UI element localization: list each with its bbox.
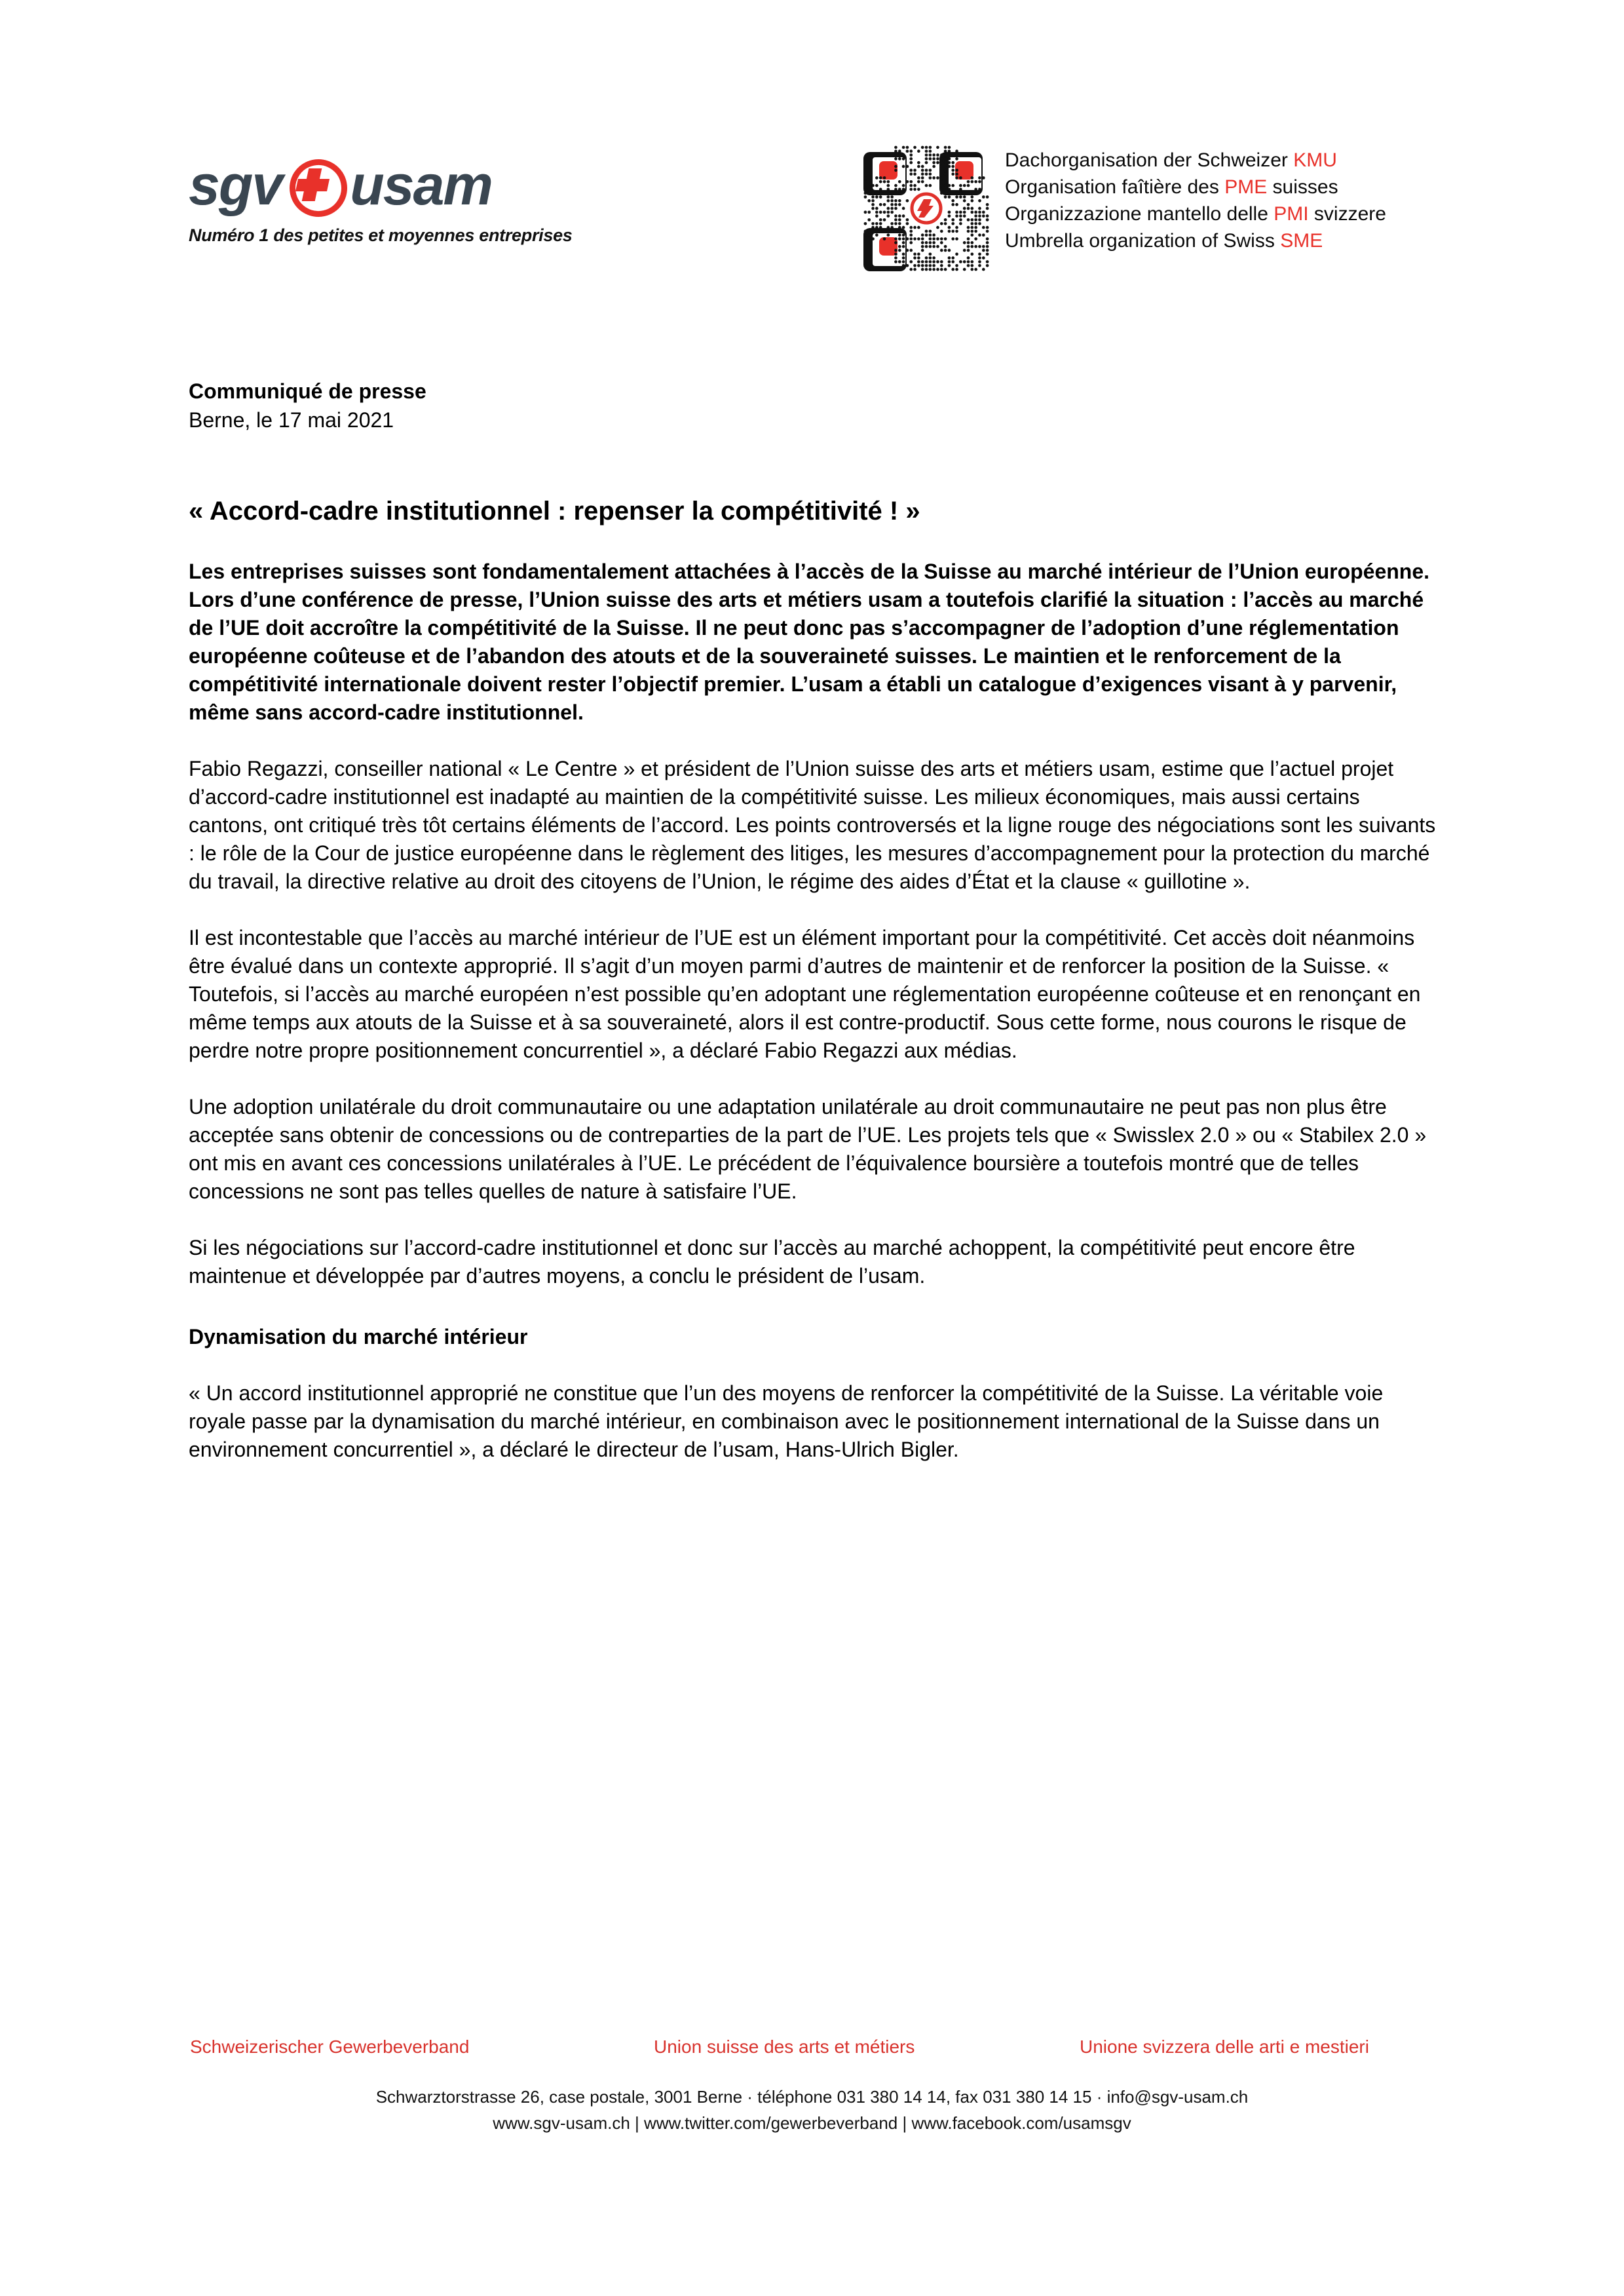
claim-it-suffix: svizzere <box>1308 203 1386 225</box>
claim-fr-highlight: PME <box>1224 176 1268 198</box>
body-paragraph-1: Fabio Regazzi, conseiller national « Le Centre » et président de l’Union suisse des arts et métiers usam, estime que l’actuel projet d’accord-cadre institutionnel est inadapté au maintien de la compétitivité suisse. Les milieux économiques, mais aussi certains cantons, ont critiqué très tôt certains éléments de l’accord. Les points controversés et la ligne rouge des négociations sont les suivants : le rôle de la Cour de justice européenne dans le règlement des litiges, les mesures d’accompagnement pour la protection du marché du travail, la directive relative au droit des citoyens de l’Union, le régime des aides d’État et la clause « guillotine ». <box>189 757 1436 893</box>
logo-wordmark <box>189 156 608 215</box>
dateline: Berne, le 17 mai 2021 <box>189 408 394 432</box>
logo-word-right: usam <box>350 154 492 217</box>
qr-center-emblem <box>909 191 943 225</box>
swiss-cross-ring-emblem-icon <box>286 155 346 216</box>
claim-line-de <box>1005 147 1386 174</box>
claim-line-it <box>1005 201 1386 227</box>
footer-address-line: Schwarztorstrasse 26, case postale, 3001 Berne · téléphone 031 380 14 14, fax 031 380 14 15 · info@sgv-usam.ch <box>375 2087 1249 2107</box>
logo-word-left: sgv <box>189 154 282 217</box>
press-release-kicker: Communiqué de presse <box>189 379 426 403</box>
claim-en-prefix: Umbrella organization of Swiss <box>1005 230 1281 252</box>
claim-line-en <box>1005 227 1386 254</box>
document-content <box>189 377 1439 1464</box>
footer-links-line: www.sgv-usam.ch | www.twitter.com/gewerbeverband | www.facebook.com/usamsgv <box>493 2113 1131 2133</box>
page-header <box>0 0 1624 308</box>
logo-tagline: Numéro 1 des petites et moyennes entreprises <box>189 225 573 245</box>
page-title: « Accord-cadre institutionnel : repenser la compétitivité ! » <box>189 497 920 526</box>
claim-block <box>863 145 1386 271</box>
lead-paragraph: Les entreprises suisses sont fondamentalement attachées à l’accès de la Suisse au marché intérieur de l’Union européenne. Lors d’une conférence de presse, l’Union suisse des arts et métiers usam a toutefois clarifié la situation : l’accès au marché de l’UE doit accroître la compétitivité de la Suisse. Il ne peut donc pas s’accompagner de l’adoption d’une réglementation européenne coûteuse et de l’abandon des atouts et de la souveraineté suisses. Le maintien et le renforcement de la compétitivité internationale doivent rester l’objectif premier. L’usam a établi un catalogue d’exigences visant à y parvenir, même sans accord-cadre institutionnel. <box>189 560 1430 724</box>
claim-it-prefix: Organizzazione mantello delle <box>1005 203 1274 225</box>
footer-org-it: Unione svizzera delle arti e mestieri <box>1080 2037 1369 2057</box>
claim-lines <box>1005 145 1386 254</box>
footer-contact <box>0 2084 1624 2136</box>
footer-org-de: Schweizerischer Gewerbeverband <box>190 2037 470 2057</box>
claim-de-prefix: Dachorganisation der Schweizer <box>1005 149 1294 171</box>
claim-fr-prefix: Organisation faîtière des <box>1005 176 1225 198</box>
section-subheading: Dynamisation du marché intérieur <box>189 1325 528 1349</box>
body-paragraph-4: Si les négociations sur l’accord-cadre institutionnel et donc sur l’accès au marché achoppent, la compétitivité peut encore être maintenue et développée par d’autres moyens, a conclu le président de l’usam. <box>189 1236 1355 1288</box>
page-footer <box>0 2037 1624 2136</box>
claim-en-highlight: SME <box>1280 230 1323 252</box>
body-paragraph-2: Il est incontestable que l’accès au marché intérieur de l’UE est un élément important pour la compétitivité. Cet accès doit néanmoins être évalué dans un contexte approprié. Il s’agit d’un moyen parmi d’autres de maintenir et de renforcer la position de la Suisse. « Toutefois, si l’accès au marché européen n’est possible qu’en adoptant une réglementation européenne coûteuse et en renonçant en même temps aux atouts de la Suisse et à sa souveraineté, alors il est contre-productif. Sous cette forme, nous courons le risque de perdre notre propre positionnement concurrentiel », a déclaré Fabio Regazzi aux médias. <box>189 926 1421 1062</box>
body-paragraph-3: Une adoption unilatérale du droit communautaire ou une adaptation unilatérale au droit communautaire ne peut pas non plus être acceptée sans obtenir de concessions ou de contreparties de la part de l’UE. Les projets tels que « Swisslex 2.0 » ou « Stabilex 2.0 » ont mis en avant ces concessions unilatérales à l’UE. Le précédent de l’équivalence boursière a toutefois montré que de telles concessions ne sont pas telles quelles de nature à satisfaire l’UE. <box>189 1095 1427 1203</box>
footer-organization-names <box>0 2037 1624 2069</box>
claim-line-fr <box>1005 174 1386 201</box>
sgv-usam-logo <box>189 156 608 246</box>
claim-it-highlight: PMI <box>1274 203 1309 225</box>
claim-de-highlight: KMU <box>1293 149 1337 171</box>
qr-code <box>863 145 989 271</box>
claim-fr-suffix: suisses <box>1267 176 1338 198</box>
footer-org-fr: Union suisse des arts et métiers <box>654 2037 915 2057</box>
closing-paragraph: « Un accord institutionnel approprié ne constitue que l’un des moyens de renforcer la compétitivité de la Suisse. La véritable voie royale passe par la dynamisation du marché intérieur, en combinaison avec le positionnement international de la Suisse dans un environnement concurrentiel », a déclaré le directeur de l’usam, Hans-Ulrich Bigler. <box>189 1381 1384 1461</box>
